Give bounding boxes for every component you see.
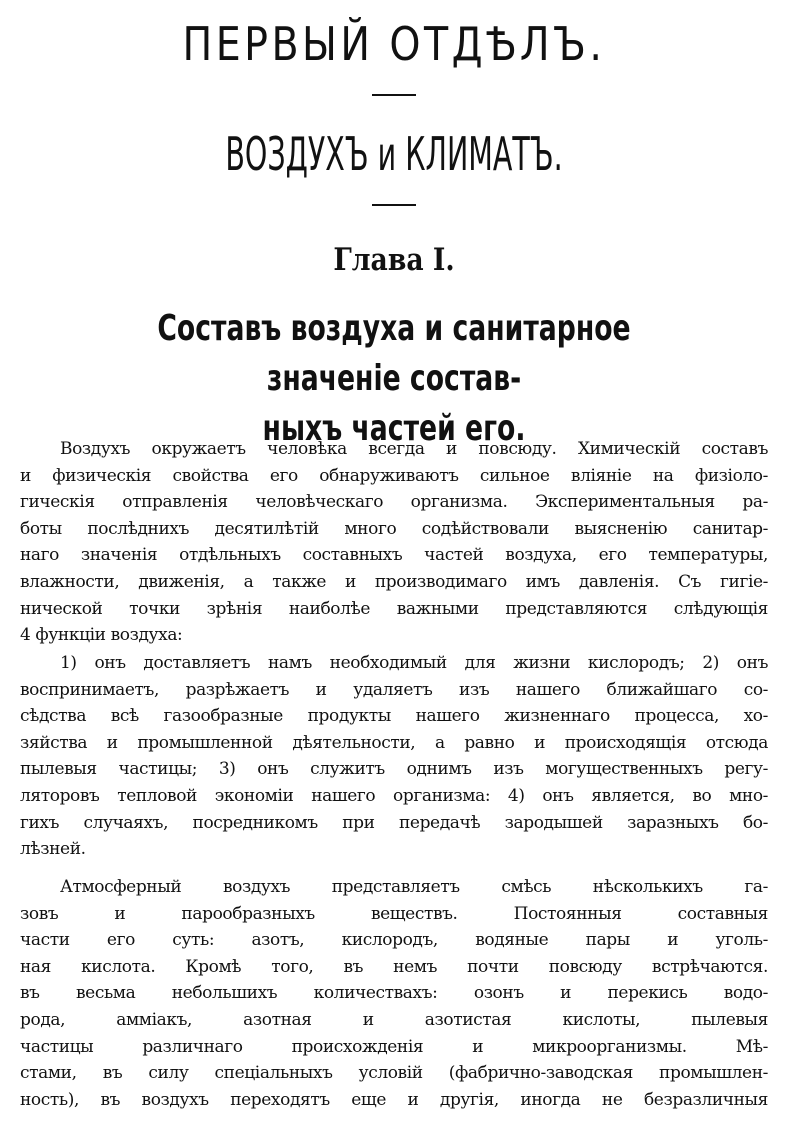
text-line: ная кислота. Кромѣ того, въ немъ почти повсюду встрѣчаются. (20, 956, 768, 977)
section-title: ВОЗДУХЪ и КЛИМАТЪ. (225, 127, 563, 181)
text-line: и физическiя свойства его обнаруживаютъ сильное влiянiе на физiоло- (20, 465, 768, 486)
text-line: гихъ случаяхъ, посредникомъ при передачѣ зародышей заразныхъ бо- (20, 812, 768, 833)
chapter-title: Глава I. (333, 242, 455, 278)
paragraph-2 (20, 650, 768, 863)
text-line: влажности, движенiя, а также и производимаго имъ давленiя. Съ гигiе- (20, 571, 768, 592)
paragraph-3 (20, 874, 768, 1113)
text-line: нической точки зрѣнiя наиболѣе важными представляются слѣдующiя (20, 598, 768, 619)
divider-rule (372, 204, 416, 206)
text-line: ляторовъ тепловой экономiи нашего организма: 4) онъ является, во мно- (20, 785, 768, 806)
chapter-subtitle-line: ныхъ частей его. (262, 408, 526, 449)
chapter-subtitle (122, 304, 667, 454)
text-line: въ весьма небольшихъ количествахъ: озонъ и перекись водо- (20, 983, 768, 1004)
text-line: 4 функцiи воздуха: (20, 625, 183, 646)
text-line: ность), въ воздухъ переходятъ еще и другiя, иногда не безразличныя (20, 1089, 768, 1110)
text-line: Воздухъ окружаетъ человѣка всегда и повсюду. Химическiй составъ (60, 439, 768, 459)
text-line: боты послѣднихъ десятилѣтiй много содѣйствовали выясненiю санитар- (20, 518, 768, 539)
text-line: пылевыя частицы; 3) онъ служитъ однимъ изъ могущественныхъ регу- (20, 759, 768, 780)
text-line: гическiя отправленiя человѣческаго организма. Экспериментальныя ра- (20, 492, 768, 513)
text-line: частицы различнаго происхожденiя и микроорганизмы. Мѣ- (20, 1036, 768, 1057)
text-line: рода, амміакъ, азотная и азотистая кислоты, пылевыя (20, 1009, 768, 1030)
text-line: лѣзней. (20, 839, 86, 860)
text-line: Атмосферный воздухъ представляетъ смѣсь нѣсколькихъ га- (60, 877, 768, 897)
text-line: зяйства и промышленной дѣятельности, а равно и происходящiя отсюда (20, 732, 768, 753)
text-line: части его суть: азотъ, кислородъ, водяные пары и уголь- (20, 930, 768, 951)
text-line: зовъ и парообразныхъ веществъ. Постоянныя составныя (20, 903, 768, 924)
text-line: стами, въ силу спецiальныхъ условiй (фабрично-заводская промышлен- (20, 1063, 768, 1084)
paragraph-1 (20, 436, 768, 649)
divider-rule (372, 94, 416, 96)
chapter-subtitle-line: Составъ воздуха и санитарное значенiе состав- (157, 308, 631, 399)
part-title: ПЕРВЫЙ ОТДѢЛЪ. (182, 17, 606, 71)
text-line: воспринимаетъ, разрѣжаетъ и удаляетъ изъ нашего ближайшаго со- (20, 679, 768, 700)
text-line: сѣдства всѣ газообразные продукты нашего жизненнаго процесса, хо- (20, 706, 768, 727)
text-line: наго значенiя отдѣльныхъ составныхъ частей воздуха, его температуры, (20, 545, 768, 566)
text-line: 1) онъ доставляетъ намъ необходимый для жизни кислородъ; 2) онъ (60, 653, 768, 673)
